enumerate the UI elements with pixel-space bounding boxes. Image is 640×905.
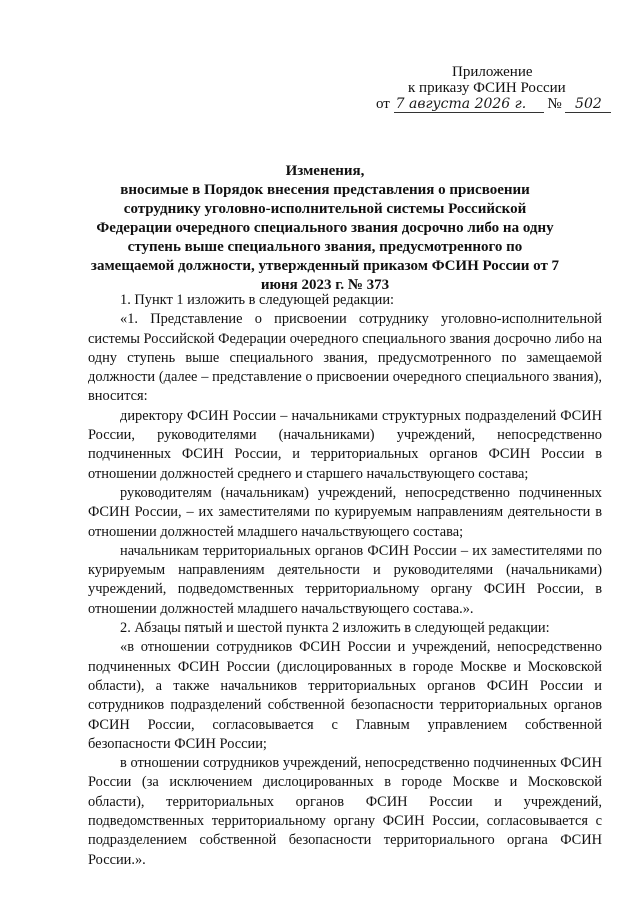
paragraph: 1. Пункт 1 изложить в следующей редакции: <box>120 292 395 308</box>
handwritten-date: 7 августа 2026 г. <box>394 96 544 113</box>
title-heading: Изменения, <box>285 163 365 179</box>
paragraph: 2. Абзацы пятый и шестой пункта 2 изложить в следующей редакции: <box>120 620 550 637</box>
paragraph: начальникам территориальных органов ФСИН России – их заместителями по курируемым направлениям деятельности и руководителями (начальниками) учреждений, подведомственных территориальному органу ФСИН России, в отношении должностей младшего начальствующего состава.». <box>88 542 602 617</box>
paragraph: руководителям (начальникам) учреждений, непосредственно подчиненных ФСИН России, – их заместителями по курируемым направлениям деятельности в отношении должностей младшего начальствующего состава; <box>88 484 602 540</box>
order-reference: к приказу ФСИН России <box>408 80 566 96</box>
appendix-label: Приложение <box>452 64 533 80</box>
order-date-line <box>376 96 616 113</box>
from-label: от <box>376 96 390 112</box>
paragraph: в отношении сотрудников учреждений, непосредственно подчиненных ФСИН России (за исключением дислоцированных в городе Москве и Московской области), территориальных органов ФСИН России и учреждений, подведомственных территориальному органу ФСИН России, согласовывается с подразделением собственной безопасности территориального органа ФСИН России.». <box>88 755 602 868</box>
appendix-header <box>376 64 616 113</box>
paragraph: «в отношении сотрудников ФСИН России и учреждений, непосредственно подчиненных ФСИН России (дислоцированных в городе Москве и Московской области), а также начальников территориальных органов ФСИН России и сотрудников подразделений собственной безопасности территориальных органов ФСИН России, согласовывается с Главным управлением собственной безопасности ФСИН России; <box>88 639 602 752</box>
title-subtitle: вносимые в Порядок внесения представления о присвоении сотруднику уголовно-исполнительной системы Российской Федерации очередного специального звания досрочно либо на одну ступень выше специального звания, предусмотренного по замещаемой должности, утвержденный приказом ФСИН России от 7 июня 2023 г. № 373 <box>90 182 560 293</box>
paragraph: директору ФСИН России – начальниками структурных подразделений ФСИН России, руководителями (начальниками) учреждений, непосредственно подчиненных ФСИН России, и территориальных органов ФСИН России в отношении должностей среднего и старшего начальствующего состава; <box>88 407 602 482</box>
document-title <box>90 162 560 295</box>
paragraph: «1. Представление о присвоении сотруднику уголовно-исполнительной системы Российской Федерации очередного специального звания досрочно либо на одну ступень выше специального звания, предусмотренного по замещаемой должности (далее – представление о присвоении очередного специального звания), вносится: <box>88 311 602 405</box>
document-body <box>88 291 602 870</box>
handwritten-number: 502 <box>565 96 611 113</box>
number-label: № <box>547 96 562 112</box>
